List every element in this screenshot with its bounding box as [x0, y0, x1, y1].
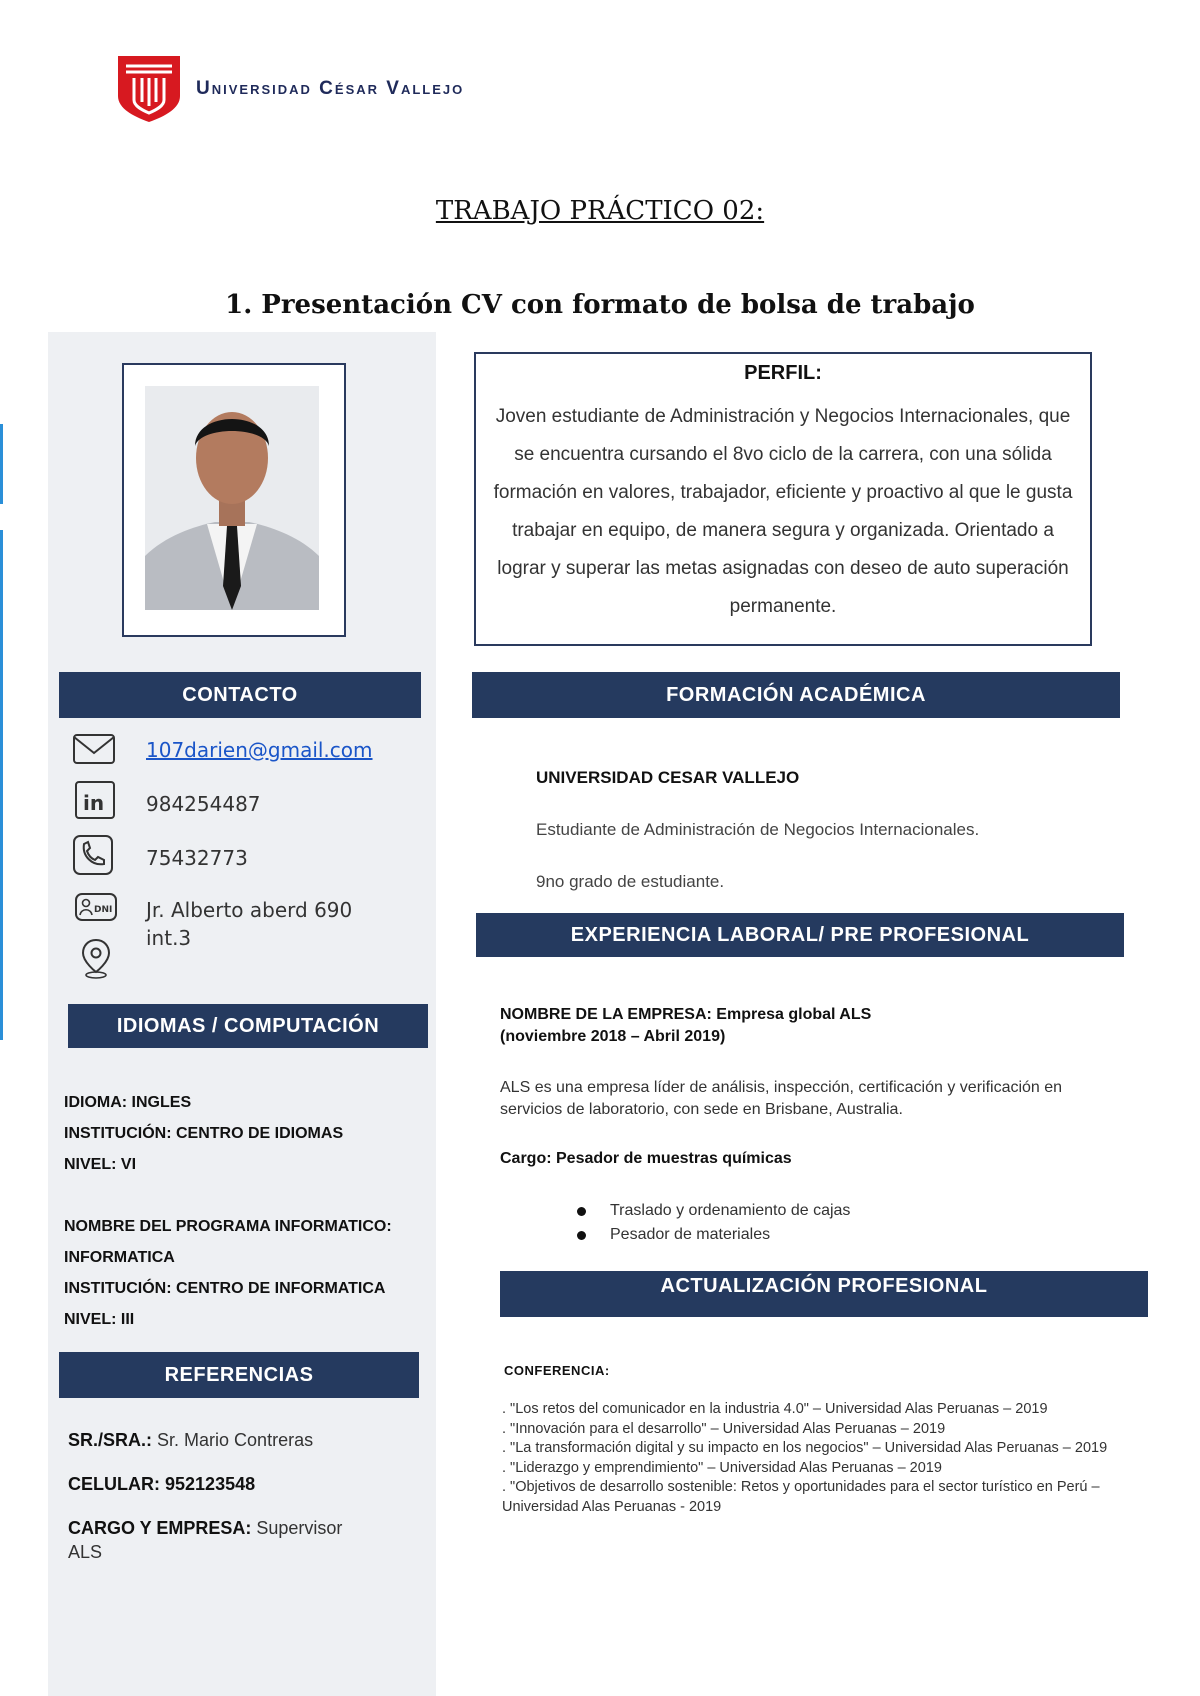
conference-label: CONFERENCIA: — [504, 1363, 610, 1378]
experience-heading: EXPERIENCIA LABORAL/ PRE PROFESIONAL — [476, 913, 1124, 957]
dni-icon — [74, 892, 118, 934]
svg-text:DNI: DNI — [94, 905, 113, 915]
computing-institution: INSTITUCIÓN: CENTRO DE INFORMATICA — [64, 1280, 386, 1297]
university-logo-icon — [118, 56, 180, 122]
mail-icon — [72, 727, 116, 769]
updates-heading: ACTUALIZACIÓN PROFESIONAL — [500, 1271, 1148, 1317]
computing-program-label: NOMBRE DEL PROGRAMA INFORMATICO: — [64, 1218, 392, 1235]
education-heading: FORMACIÓN ACADÉMICA — [472, 672, 1120, 718]
profile-photo — [145, 386, 319, 610]
reference-phone: CELULAR: 952123548 — [68, 1474, 256, 1494]
phone-number: 75432773 — [146, 846, 248, 870]
conference-item: . "Innovación para el desarrollo" – Universidad Alas Peruanas – 2019 — [502, 1420, 946, 1437]
language-institution: INSTITUCIÓN: CENTRO DE IDIOMAS — [64, 1125, 344, 1142]
conference-item: . "Objetivos de desarrollo sostenible: Retos y oportunidades para el sector turístico en Perú – Universidad Alas Peruanas - 2019 — [502, 1479, 1100, 1515]
document-subtitle: 1. Presentación CV con formato de bolsa de trabajo — [225, 290, 975, 320]
experience-task: Pesador de materiales — [610, 1226, 771, 1243]
education-school: UNIVERSIDAD CESAR VALLEJO — [536, 768, 800, 787]
email-link[interactable]: 107darien@gmail.com — [146, 738, 373, 762]
document-title: TRABAJO PRÁCTICO 02: — [435, 196, 765, 226]
experience-company: NOMBRE DE LA EMPRESA: Empresa global ALS — [500, 1006, 872, 1023]
reference-name: SR./SRA.: Sr. Mario Contreras — [68, 1430, 314, 1450]
left-accent-bar-top — [0, 424, 3, 504]
computing-level: NIVEL: III — [64, 1311, 135, 1328]
bullet-icon — [577, 1231, 586, 1240]
reference-company: ALS — [68, 1542, 103, 1562]
conference-item: . "Los retos del comunicador en la industria 4.0" – Universidad Alas Peruanas – 2019 — [502, 1401, 1048, 1417]
experience-task: Traslado y ordenamiento de cajas — [610, 1202, 851, 1219]
bullet-icon — [577, 1207, 586, 1216]
education-degree: Estudiante de Administración de Negocios Internacionales. — [536, 820, 980, 839]
references-heading: REFERENCIAS — [59, 1352, 419, 1398]
reference-position: CARGO Y EMPRESA: Supervisor — [68, 1518, 343, 1538]
address-line-1: Jr. Alberto aberd 690 — [146, 898, 353, 922]
linkedin-icon — [74, 780, 118, 822]
conference-item: . "Liderazgo y emprendimiento" – Universidad Alas Peruanas – 2019 — [502, 1459, 942, 1476]
education-grade: 9no grado de estudiante. — [536, 872, 725, 891]
languages-heading: IDIOMAS / COMPUTACIÓN — [68, 1004, 428, 1048]
computing-program-value: INFORMATICA — [64, 1249, 175, 1266]
experience-position: Cargo: Pesador de muestras químicas — [500, 1150, 792, 1167]
contact-heading: CONTACTO — [59, 672, 421, 718]
university-name: Universidad César Vallejo — [196, 78, 465, 99]
language-level: NIVEL: VI — [64, 1156, 137, 1173]
conference-item: . "La transformación digital y su impacto en los negocios" – Universidad Alas Peruanas – 2019 — [502, 1440, 1108, 1456]
left-accent-bar — [0, 530, 3, 1040]
profile-heading: PERFIL: — [744, 362, 822, 384]
address-line-2: int.3 — [146, 926, 192, 950]
language-name: IDIOMA: INGLES — [64, 1094, 192, 1111]
experience-period: (noviembre 2018 – Abril 2019) — [500, 1028, 726, 1045]
svg-text:in: in — [83, 791, 105, 815]
linkedin-number: 984254487 — [146, 792, 261, 816]
profile-text: Joven estudiante de Administración y Negocios Internacionales, que se encuentra cursando el 8vo ciclo de la carrera, con una sólida formación en valores, trabajador, eficiente y proactivo al que le gusta trabajar en equipo, de manera segura y organizada. Orientado a lograr y superar las metas asignadas con deseo de auto superación permanente. — [493, 406, 1073, 617]
experience-description: ALS es una empresa líder de análisis, inspección, certificación y verificación en servicios de laboratorio, con sede en Brisbane, Australia. — [500, 1079, 1063, 1118]
phone-icon — [72, 834, 116, 876]
location-pin-icon — [78, 938, 122, 980]
conference-list — [502, 1400, 1142, 1517]
